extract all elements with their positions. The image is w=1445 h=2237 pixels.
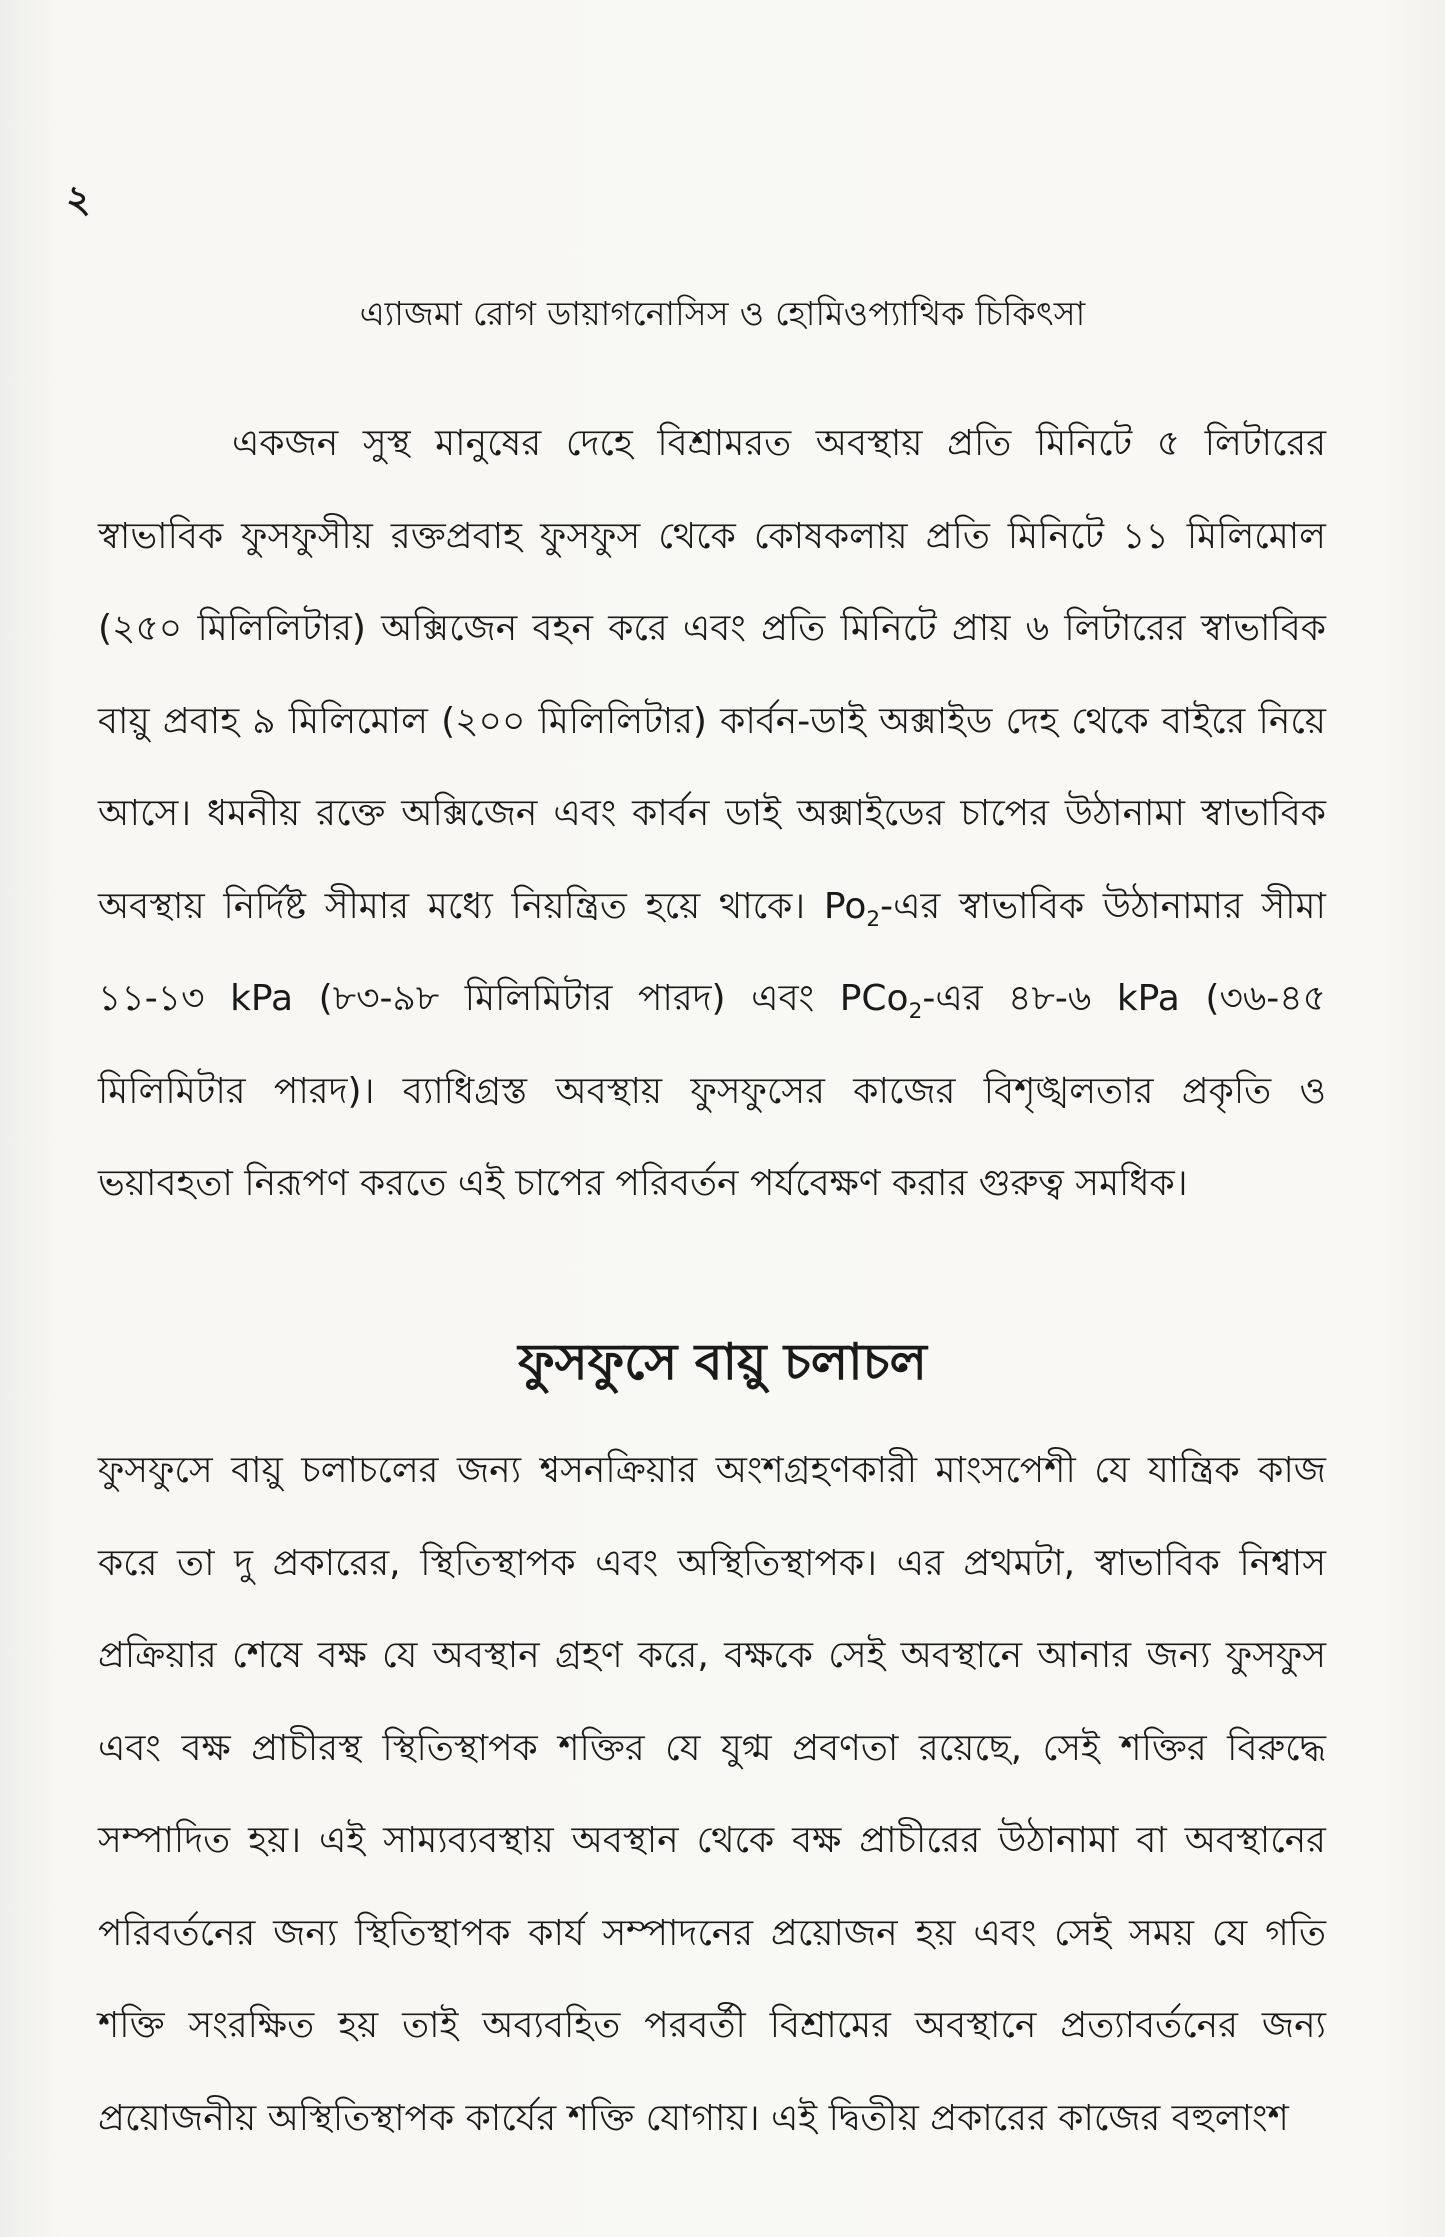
section-heading: ফুসফুসে বায়ু চলাচল <box>518 1333 927 1391</box>
paragraph-1 <box>98 398 1326 1231</box>
paragraph-1-part-b: -এর স্বাভাবিক উঠানামার সীমা ১১-১৩ kPa (৮৩-৯৮ মিলিমিটার পারদ) এবং <box>98 885 1326 1019</box>
page-number: ২ <box>66 177 91 221</box>
running-header: এ্যাজমা রোগ ডায়াগনোসিস ও হোমিওপ্যাথিক চিকিৎসা <box>359 294 1086 333</box>
paragraph-2: ফুসফুসে বায়ু চলাচলের জন্য শ্বসনক্রিয়ার অংশগ্রহণকারী মাংসপেশী যে যান্ত্রিক কাজ করে তা দু প্রকারের, স্থিতিস্থাপক এবং অস্থিতিস্থাপক। এর প্রথমটা, স্বাভাবিক নিশ্বাস প্রক্রিয়ার শেষে বক্ষ যে অবস্থান গ্রহণ করে, বক্ষকে সেই অবস্থানে আনার জন্য ফুসফুস এবং বক্ষ প্রাচীরস্থ স্থিতিস্থাপক শক্তির যে যুগ্ম প্রবণতা রয়েছে, সেই শক্তির বিরুদ্ধে সম্পাদিত হয়। এই সাম্যব্যবস্থায় অবস্থান থেকে বক্ষ প্রাচীরের উঠানামা বা অবস্থানের পরিবর্তনের জন্য স্থিতিস্থাপক কার্য সম্পাদনের প্রয়োজন হয় এবং সেই সময় যে গতি শক্তি সংরক্ষিত হয় তাই অব্যবহিত পরবর্তী বিশ্রামের অবস্থানে প্রত্যাবর্তনের জন্য প্রয়োজনীয় অস্থিতিস্থাপক কার্যের শক্তি যোগায়। এই দ্বিতীয় প্রকারের কাজের বহুলাংশ <box>98 1450 1326 2139</box>
pco2-symbol: PCo$_2$ <box>839 978 923 1025</box>
po2-symbol: $Po_2$ <box>823 885 881 932</box>
paragraph-1-part-a: একজন সুস্থ মানুষের দেহে বিশ্রামরত অবস্থায় প্রতি মিনিটে ৫ লিটারের স্বাভাবিক ফুসফুসীয় রক্তপ্রবাহ ফুসফুস থেকে কোষকলায় প্রতি মিনিটে ১১ মিলিমোল (২৫০ মিলিলিটার) অক্সিজেন বহন করে এবং প্রতি মিনিটে প্রায় ৬ লিটারের স্বাভাবিক বায়ু প্রবাহ ৯ মিলিমোল (২০০ মিলিলিটার) কার্বন-ডাই অক্সাইড দেহ থেকে বাইরে নিয়ে আসে। ধমনীয় রক্তে অক্সিজেন এবং কার্বন ডাই অক্সাইডের চাপের উঠানামা স্বাভাবিক অবস্থায় নির্দিষ্ট সীমার মধ্যে নিয়ন্ত্রিত হয়ে থাকে। <box>98 423 1326 927</box>
paragraph-1-part-c: -এর ৪৮-৬ kPa (৩৬-৪৫ মিলিমিটার পারদ)। ব্যাধিগ্রস্ত অবস্থায় ফুসফুসের কাজের বিশৃঙ্খলতার প্রকৃতি ও ভয়াবহতা নিরূপণ করতে এই চাপের পরিবর্তন পর্যবেক্ষণ করার গুরুত্ব সমধিক। <box>98 978 1326 1204</box>
